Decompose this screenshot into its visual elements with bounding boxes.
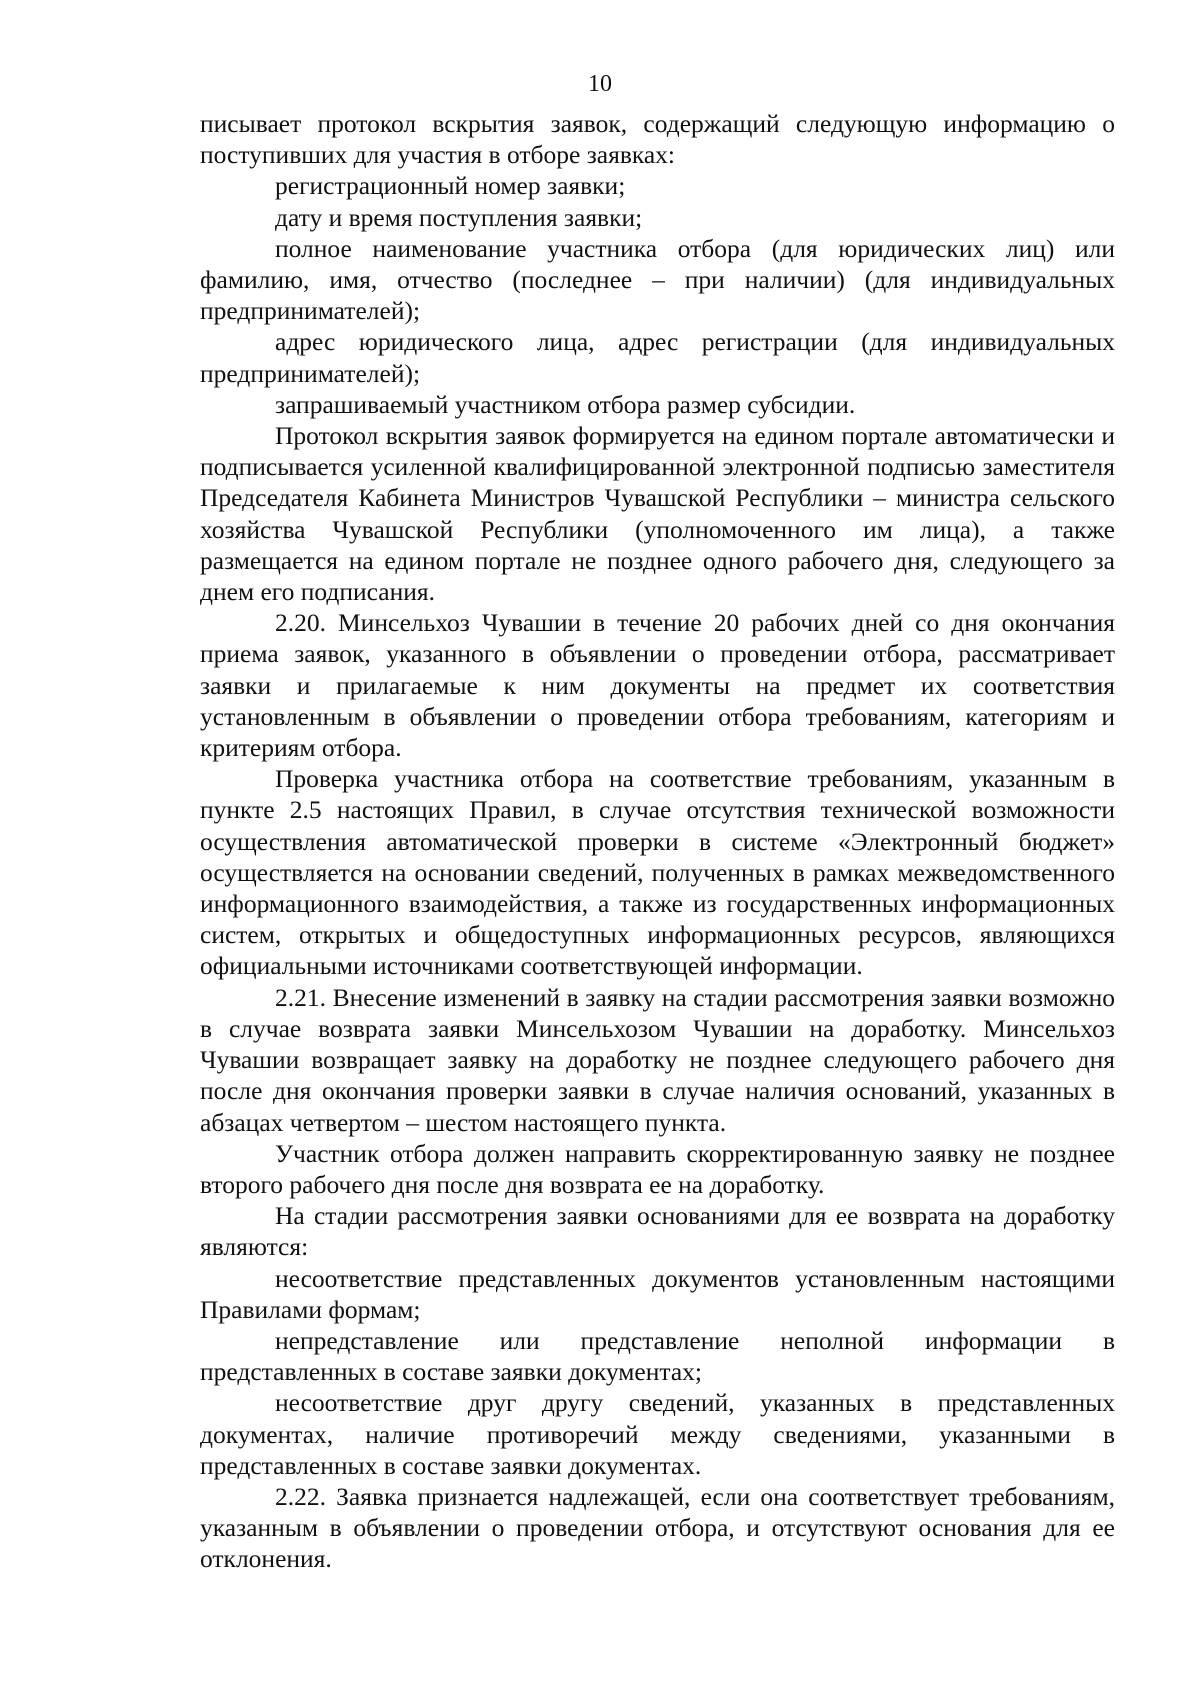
paragraph-11: На стадии рассмотрения заявки основаниями для ее возврата на доработку являются: bbox=[200, 1201, 1115, 1262]
paragraph-15: 2.22. Заявка признается надлежащей, если она соответствует требованиям, указанным в объявлении о проведении отбора, и отсутствуют основания для ее отклонения. bbox=[200, 1481, 1115, 1574]
paragraph-6: Протокол вскрытия заявок формируется на едином портале автоматически и подписывается усиленной квалифицированной электронной подписью заместителя Председателя Кабинета Министров Чувашской Республики – министра сельского хозяйства Чувашской Республики (уполномоченного им лица), а также размещается на едином портале не позднее одного рабочего дня, следующего за днем его подписания. bbox=[200, 421, 1115, 607]
paragraph-10: Участник отбора должен направить скорректированную заявку не позднее второго рабочего дня после дня возврата ее на доработку. bbox=[200, 1138, 1115, 1199]
paragraph-5: запрашиваемый участником отбора размер субсидии. bbox=[275, 389, 856, 419]
paragraph-2: дату и время поступления заявки; bbox=[275, 202, 643, 232]
paragraph-14: несоответствие друг другу сведений, указанных в представленных документах, наличие противоречий между сведениями, указанными в представленных в составе заявки документах. bbox=[200, 1388, 1115, 1480]
paragraph-1: регистрационный номер заявки; bbox=[275, 171, 626, 201]
paragraph-0: писывает протокол вскрытия заявок, содержащий следующую информацию о поступивших для участия в отборе заявках: bbox=[200, 109, 1115, 170]
paragraph-13: непредставление или представление неполной информации в представленных в составе заявки документах; bbox=[200, 1325, 1115, 1387]
page-number: 10 bbox=[588, 71, 612, 97]
paragraph-7: 2.20. Минсельхоз Чувашии в течение 20 рабочих дней со дня окончания приема заявок, указанного в объявлении о проведении отбора, рассматривает заявки и прилагаемые к ним документы на предмет их соответствия установленным в объявлении о проведении отбора требованиям, категориям и критериям отбора. bbox=[200, 608, 1115, 763]
paragraph-3: полное наименование участника отбора (для юридических лиц) или фамилию, имя, отчество (последнее – при наличии) (для индивидуальных предпринимателей); bbox=[200, 233, 1115, 326]
paragraph-9: 2.21. Внесение изменений в заявку на стадии рассмотрения заявки возможно в случае возврата заявки Минсельхозом Чувашии на доработку. Минсельхоз Чувашии возвращает заявку на доработку не позднее следующего рабочего дня после дня окончания проверки заявки в случае наличия оснований, указанных в абзацах четвертом – шестом настоящего пункта. bbox=[200, 982, 1115, 1137]
document-body bbox=[200, 108, 1115, 1575]
paragraph-12: несоответствие представленных документов установленным настоящими Правилами формам; bbox=[200, 1263, 1115, 1324]
paragraph-8: Проверка участника отбора на соответствие требованиям, указанным в пункте 2.5 настоящих Правил, в случае отсутствия технической возможности осуществления автоматической проверки в системе «Электронный бюджет» осуществляется на основании сведений, полученных в рамках межведомственного информационного взаимодействия, а также из государственных информационных систем, открытых и общедоступных информационных ресурсов, являющихся официальными источниками соответствующей информации. bbox=[200, 764, 1115, 981]
paragraph-4: адрес юридического лица, адрес регистрации (для индивидуальных предпринимателей); bbox=[200, 327, 1115, 388]
